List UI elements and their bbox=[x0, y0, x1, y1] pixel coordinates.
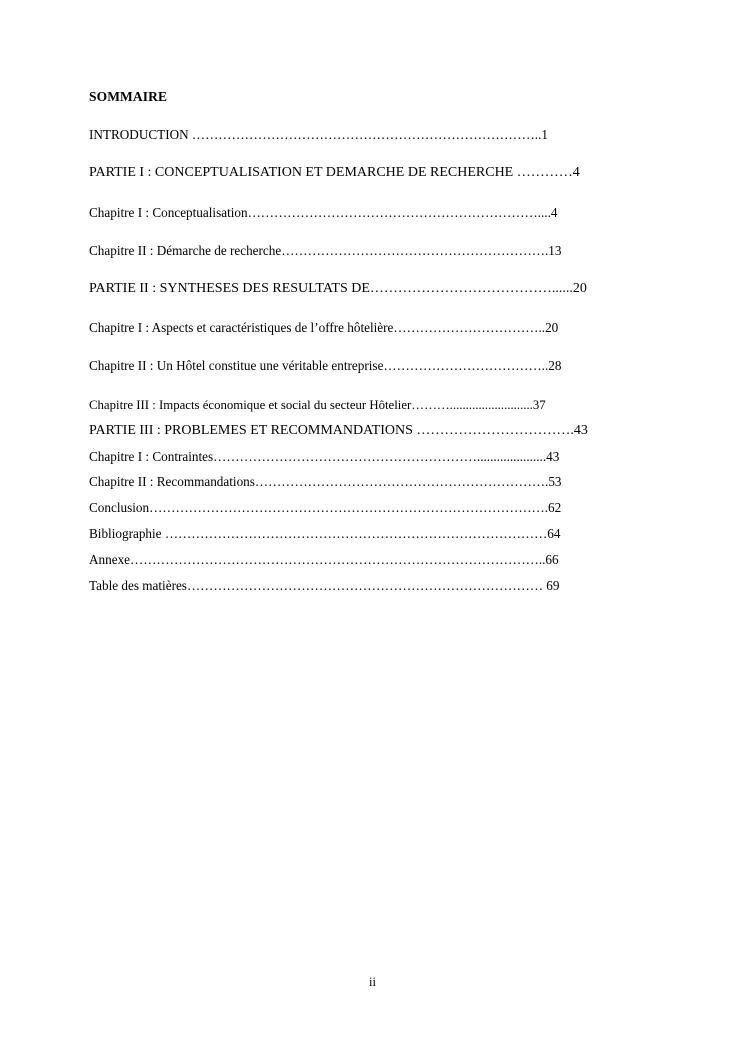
toc-entry-chapitre-1-1: Chapitre I : Conceptualisation…………………………………………………………....4 bbox=[89, 205, 558, 220]
toc-entry-partie-3: PARTIE III : PROBLEMES ET RECOMMANDATIONS …………………………….43 bbox=[89, 423, 588, 438]
toc-entry-bibliographie: Bibliographie ……………………………………………………………………………64 bbox=[89, 526, 561, 541]
toc-heading: SOMMAIRE bbox=[89, 89, 168, 104]
page-number: ii bbox=[369, 975, 376, 989]
toc-entry-chapitre-2-2: Chapitre II : Un Hôtel constitue une véritable entreprise………………………………..28 bbox=[89, 358, 562, 373]
toc-entry-table-des-matieres: Table des matières……………………………………………………………………… 69 bbox=[89, 578, 560, 593]
toc-entry-partie-1: PARTIE I : CONCEPTUALISATION ET DEMARCHE DE RECHERCHE …………4 bbox=[89, 165, 580, 180]
toc-entry-partie-2: PARTIE II : SYNTHESES DES RESULTATS DE…………………………………......20 bbox=[89, 281, 587, 296]
toc-entry-annexe: Annexe…………………………………………………………………………………..66 bbox=[89, 552, 559, 567]
toc-entry-conclusion: Conclusion……………………………………………………………………………….62 bbox=[89, 500, 562, 515]
toc-entry-chapitre-1-2: Chapitre II : Démarche de recherche…………………………………………………….13 bbox=[89, 243, 562, 258]
toc-entry-chapitre-2-3: Chapitre III : Impacts économique et social du secteur Hôtelier………..........................37 bbox=[89, 398, 546, 412]
toc-entry-chapitre-3-2: Chapitre II : Recommandations………………………………………………………….53 bbox=[89, 474, 562, 489]
toc-entry-chapitre-2-1: Chapitre I : Aspects et caractéristiques de l’offre hôtelière……………………………..20 bbox=[89, 320, 559, 335]
toc-entry-introduction: INTRODUCTION ……………………………………………………………………..1 bbox=[89, 127, 548, 142]
toc-entry-chapitre-3-1: Chapitre I : Contraintes…………………………………………………….....................43 bbox=[89, 449, 560, 464]
